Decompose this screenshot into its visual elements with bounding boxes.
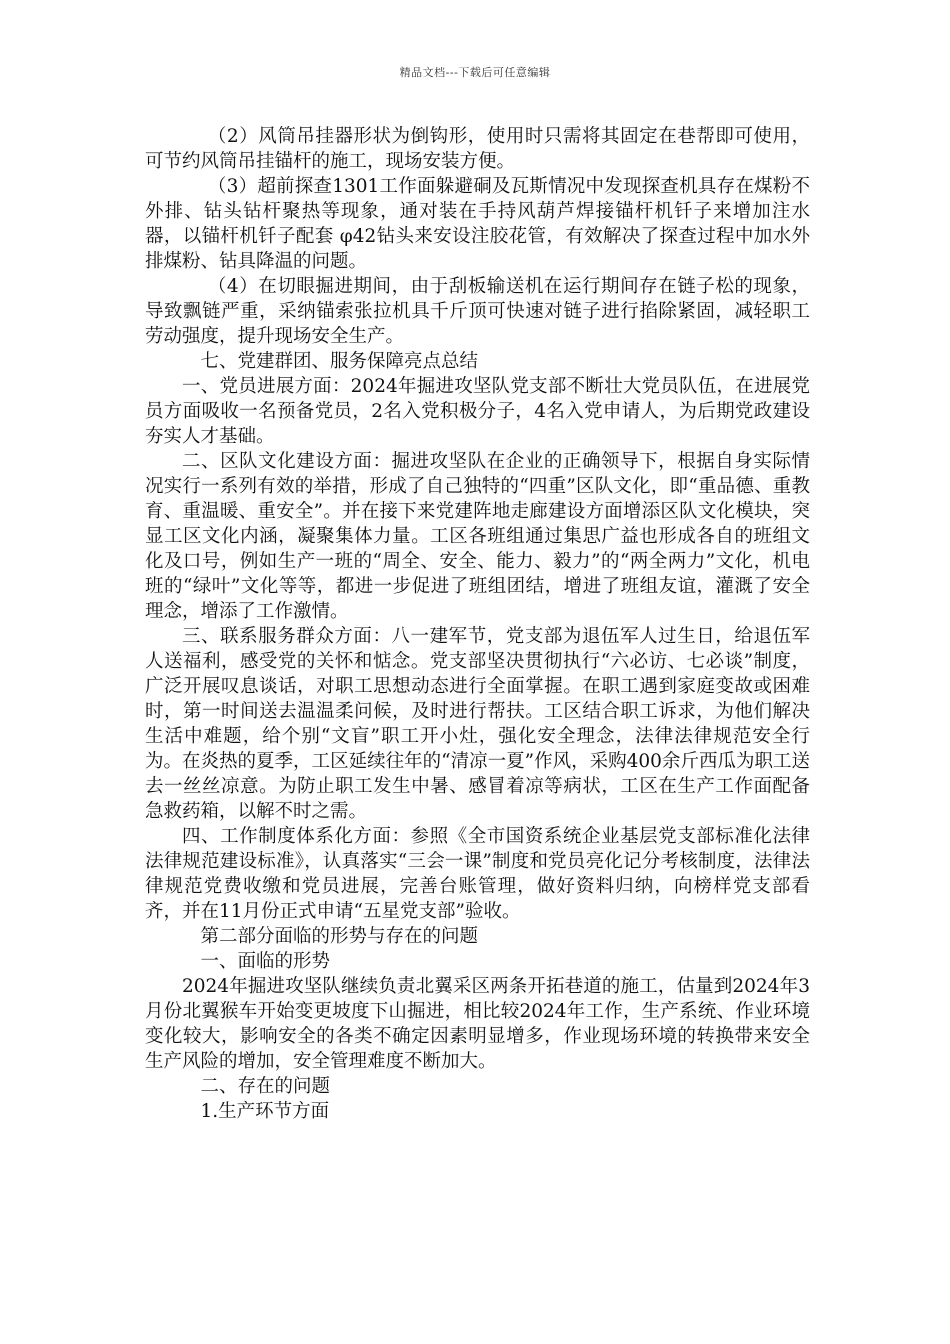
paragraph-service-masses: 三、联系服务群众方面：八一建军节，党支部为退伍军人过生日，给退伍军人送福利，感受党的关怀和惦念。党支部坚决贯彻执行“六必访、七必谈”制度，广泛开展叹息谈话，对职工思想动态进行全面掌握。在职工遇到家庭变故或困难时，第一时间送去温温柔问候，及时进行帮扶。工区结合职工诉求，为他们解决生活中难题，给个别“文盲”职工开小灶，强化安全理念，法律法律规范安全行为。在炎热的夏季，工区延续往年的“清凉一夏”作风，采购400余斤西瓜为职工送去一丝丝凉意。为防止职工发生中暑、感冒着凉等病状，工区在生产工作面配备急救药箱，以解不时之需。 (145, 626, 810, 822)
subheading-production: 1.生产环节方面 (200, 1101, 330, 1122)
page-header: 精品文档---下载后可任意编辑 (399, 66, 551, 79)
subheading-situation: 一、面临的形势 (200, 951, 331, 972)
paragraph-work-system: 四、工作制度体系化方面：参照《全市国资系统企业基层党支部标准化法律法律规范建设标准》，认真落实“三会一课”制度和党员亮化记分考核制度，法律法律规范党费收缴和党员进展，完善台账管理，做好资料归纳，向榜样党支部看齐，并在11月份正式申请“五星党支部”验收。 (145, 826, 810, 922)
paragraph-item-3: （3）超前探查1301工作面躲避硐及瓦斯情况中发现探查机具存在煤粉不外排、钻头钻杆聚热等现象，通对装在手持风葫芦焊接锚杆机钎子来增加注水器，以锚杆机钎子配套 φ42钻头来安设注胶花管，有效解决了探查过程中加水外排煤粉、钻具降温的问题。 (145, 176, 810, 272)
document-body (145, 124, 810, 1124)
paragraph-party-member: 一、党员进展方面：2024年掘进攻坚队党支部不断壮大党员队伍，在进展党员方面吸收一名预备党员，2名入党积极分子，4名入党申请人，为后期党政建设夯实人才基础。 (145, 376, 810, 447)
section-heading-7: 七、党建群团、服务保障亮点总结 (200, 351, 479, 372)
part-two-heading: 第二部分面临的形势与存在的问题 (200, 926, 479, 947)
paragraph-situation: 2024年掘进攻坚队继续负责北翼采区两条开拓巷道的施工，估量到2024年3月份北翼猴车开始变更坡度下山掘进，相比较2024年工作，生产系统、作业环境变化较大，影响安全的各类不确定因素明显增多，作业现场环境的转换带来安全生产风险的增加，安全管理难度不断加大。 (145, 976, 810, 1072)
paragraph-item-4: （4）在切眼掘进期间，由于刮板输送机在运行期间存在链子松的现象，导致飘链严重，采纳锚索张拉机具千斤顶可快速对链子进行掐除紧固，减轻职工劳动强度，提升现场安全生产。 (145, 276, 810, 347)
paragraph-team-culture: 二、区队文化建设方面：掘进攻坚队在企业的正确领导下，根据自身实际情况实行一系列有效的举措，形成了自己独特的“四重”区队文化，即“重品德、重教育、重温暖、重安全”。并在接下来党建阵地走廊建设方面增添区队文化模块，突显工区文化内涵，凝聚集体力量。工区各班组通过集思广益也形成各自的班组文化及口号，例如生产一班的“周全、安全、能力、毅力”的“两全两力”文化，机电班的“绿叶”文化等等，都进一步促进了班组团结，增进了班组友谊，灌溉了安全理念，增添了工作激情。 (145, 451, 810, 622)
paragraph-item-2: （2）风筒吊挂器形状为倒钩形，使用时只需将其固定在巷帮即可使用，可节约风筒吊挂锚杆的施工，现场安装方便。 (145, 126, 810, 172)
subheading-problems: 二、存在的问题 (200, 1076, 331, 1097)
